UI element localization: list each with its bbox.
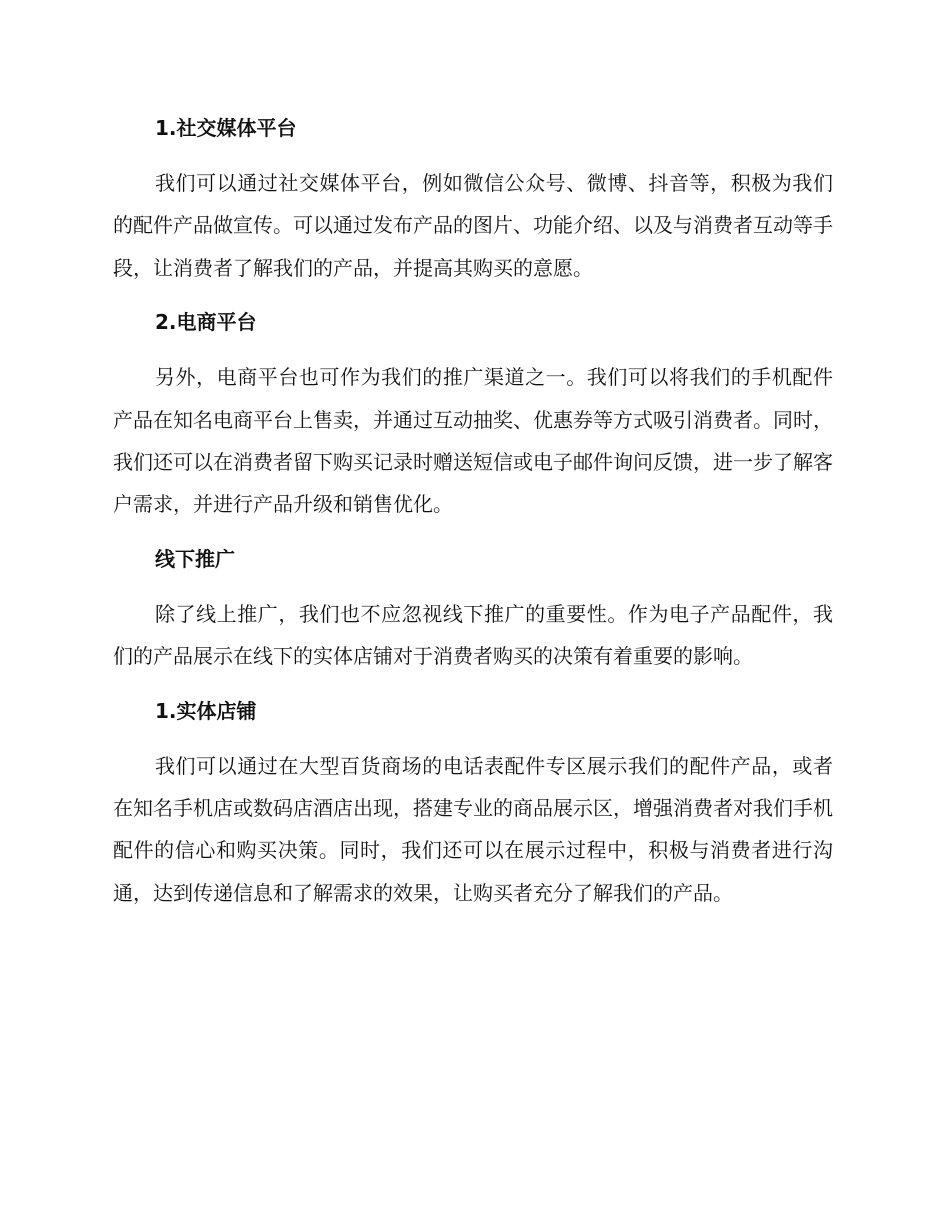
section-heading-physical-store: 1.实体店铺 [155, 698, 257, 723]
section-paragraph-ecommerce: 另外，电商平台也可作为我们的推广渠道之一。我们可以将我们的手机配件产品在知名电商平台上售卖，并通过互动抽奖、优惠券等方式吸引消费者。同时，我们还可以在消费者留下购买记录时赠送短信或电子邮件询问反馈，进一步了解客户需求，并进行产品升级和销售优化。 [113, 365, 833, 517]
document-body [113, 108, 833, 914]
section-paragraph-offline-promotion: 除了线上推广，我们也不应忽视线下推广的重要性。作为电子产品配件，我们的产品展示在线下的实体店铺对于消费者购买的决策有着重要的影响。 [113, 601, 833, 669]
section-heading-offline-promotion: 线下推广 [155, 546, 235, 571]
section-paragraph-social-media: 我们可以通过社交媒体平台，例如微信公众号、微博、抖音等，积极为我们的配件产品做宣传。可以通过发布产品的图片、功能介绍、以及与消费者互动等手段，让消费者了解我们的产品，并提高其购买的意愿。 [113, 171, 833, 280]
section-paragraph-physical-store: 我们可以通过在大型百货商场的电话表配件专区展示我们的配件产品，或者在知名手机店或数码店酒店出现，搭建专业的商品展示区，增强消费者对我们手机配件的信心和购买决策。同时，我们还可以在展示过程中，积极与消费者进行沟通，达到传递信息和了解需求的效果，让购买者充分了解我们的产品。 [113, 753, 833, 905]
section-heading-ecommerce: 2.电商平台 [155, 310, 257, 335]
section-heading-social-media: 1.社交媒体平台 [155, 116, 297, 140]
